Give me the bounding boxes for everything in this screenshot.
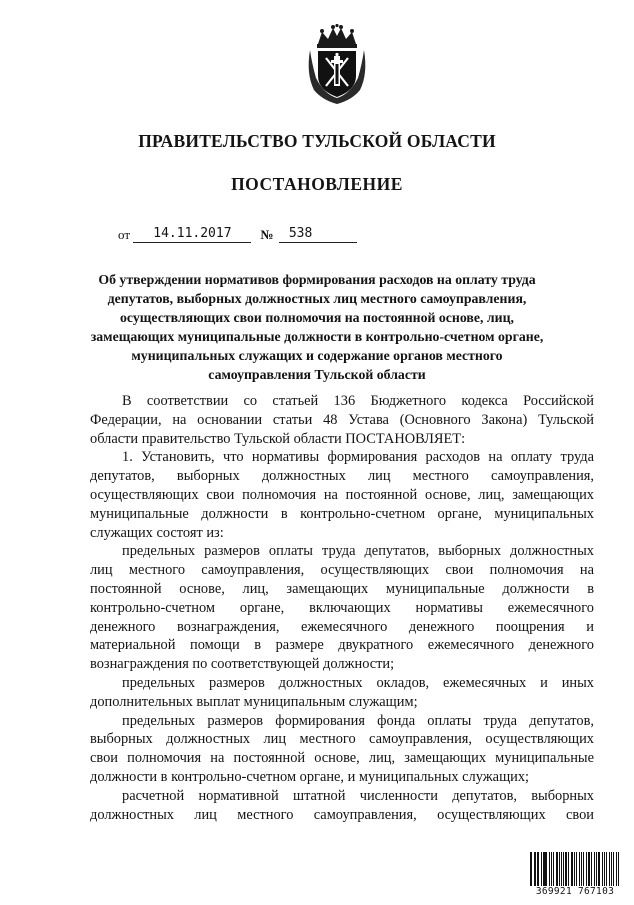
barcode-bar bbox=[581, 852, 582, 886]
barcode-bar bbox=[588, 852, 590, 886]
barcode-bar bbox=[574, 852, 575, 886]
barcode-bar bbox=[534, 852, 535, 886]
document-barcode bbox=[530, 852, 620, 900]
barcode-bar bbox=[583, 852, 584, 886]
barcode-bar bbox=[598, 852, 600, 886]
body-line: В соответствии со статьей 136 Бюджетного кодекса Российской bbox=[122, 393, 594, 409]
barcode-bar bbox=[535, 852, 536, 886]
body-line: предельных размеров оплаты труда депутатов, выборных должностных bbox=[122, 543, 594, 560]
body-line: вознаграждения по соответствующей должности; bbox=[90, 656, 395, 673]
heading-line: замещающих муниципальные должности в контрольно-счетном органе, bbox=[90, 329, 544, 344]
heading-line: депутатов, выборных должностных лиц местного самоуправления, bbox=[107, 291, 527, 306]
body-line: Федерации, на основании статьи 48 Устава (Основного Закона) Тульской bbox=[90, 411, 594, 428]
body-line: лиц местного самоуправления, осуществляющих свои полномочия на bbox=[90, 562, 594, 579]
body-line: предельных размеров должностных окладов, ежемесячных и иных bbox=[122, 674, 594, 691]
barcode-bar bbox=[543, 852, 544, 886]
barcode-bar bbox=[618, 852, 619, 886]
barcode-bar bbox=[565, 852, 567, 886]
barcode-bar bbox=[613, 852, 615, 886]
barcode-bar bbox=[606, 852, 608, 886]
barcode-bar bbox=[561, 852, 562, 886]
barcode-bar bbox=[596, 852, 597, 886]
body-line: контрольно-счетном органе, включающих нормативы ежемесячного bbox=[90, 599, 594, 616]
body-line: 1. Установить, что нормативы формирования расходов на оплату труда bbox=[122, 449, 594, 466]
heading-line: муниципальных служащих и содержание органов местного bbox=[131, 348, 503, 363]
body-line: должностных лиц местного самоуправления, осуществляющих свои bbox=[90, 806, 594, 823]
barcode-bar bbox=[591, 852, 592, 886]
body-line: области правительство Тульской области ПОСТАНОВЛЯЕТ: bbox=[90, 430, 466, 447]
body-line: постоянной основе, лиц, замещающих муниципальные должности в bbox=[90, 580, 594, 597]
barcode-bars bbox=[530, 852, 620, 886]
date-number-line bbox=[118, 226, 357, 243]
document-body bbox=[90, 392, 594, 824]
barcode-bar bbox=[537, 852, 539, 886]
barcode-bar bbox=[611, 852, 612, 886]
document-type: ПОСТАНОВЛЕНИЕ bbox=[231, 174, 403, 194]
body-line: материальной помощи в размере двукратного ежемесячного денежного bbox=[90, 637, 594, 654]
barcode-bar bbox=[609, 852, 610, 886]
number-value: 538 bbox=[279, 226, 357, 243]
government-title: ПРАВИТЕЛЬСТВО ТУЛЬСКОЙ ОБЛАСТИ bbox=[138, 131, 496, 151]
body-line: свои полномочия на постоянной основе, лиц, замещающих муниципальные bbox=[90, 750, 594, 767]
body-line: служащих состоят из: bbox=[90, 524, 224, 541]
body-line: должности в контрольно-счетном органе, и муниципальных служащих; bbox=[90, 768, 530, 785]
tula-coat-of-arms-icon bbox=[304, 24, 370, 106]
date-prefix: от bbox=[118, 227, 131, 242]
body-line: предельных размеров формирования фонда оплаты труда депутатов, bbox=[122, 712, 594, 729]
barcode-bar bbox=[604, 852, 605, 886]
body-line: дополнительных выплат муниципальным служащим; bbox=[90, 693, 418, 710]
heading-line: осуществляющих свои полномочия на постоянной основе, лиц, bbox=[120, 310, 514, 325]
heading-line: Об утверждении нормативов формирования расходов на оплату труда bbox=[98, 272, 536, 287]
barcode-bar bbox=[556, 852, 558, 886]
barcode-bar bbox=[576, 852, 577, 886]
body-line: выборных должностных лиц местного самоуправления, осуществляющих bbox=[90, 731, 594, 748]
body-line: муниципальные должности в контрольно-счетном органе, муниципальных bbox=[90, 505, 594, 522]
barcode-bar bbox=[594, 852, 595, 886]
heading-line: самоуправления Тульской области bbox=[208, 367, 426, 382]
body-line: денежного вознаграждения, ежемесячного денежного поощрения и bbox=[90, 618, 594, 635]
body-line: депутатов, выборных должностных лиц местного самоуправления, bbox=[90, 468, 594, 485]
document-heading bbox=[70, 270, 564, 384]
barcode-bar bbox=[559, 852, 560, 886]
barcode-bar bbox=[541, 852, 542, 886]
barcode-bar bbox=[602, 852, 603, 886]
barcode-bar bbox=[579, 852, 581, 886]
barcode-bar bbox=[586, 852, 588, 886]
barcode-bar bbox=[544, 852, 546, 886]
body-line: расчетной нормативной штатной численности депутатов, выборных bbox=[122, 787, 594, 804]
date-value: 14.11.2017 bbox=[133, 226, 251, 243]
barcode-bar bbox=[530, 852, 532, 886]
barcode-bar bbox=[553, 852, 555, 886]
barcode-bar bbox=[549, 852, 550, 886]
barcode-bar bbox=[563, 852, 564, 886]
number-prefix: № bbox=[260, 227, 274, 242]
barcode-bar bbox=[568, 852, 569, 886]
barcode-bar bbox=[571, 852, 573, 886]
barcode-number: 369921 767103 bbox=[535, 886, 615, 897]
barcode-bar bbox=[551, 852, 552, 886]
barcode-bar bbox=[616, 852, 617, 886]
body-line: осуществляющих свои полномочия на постоянной основе, лиц, замещающих bbox=[90, 486, 594, 503]
